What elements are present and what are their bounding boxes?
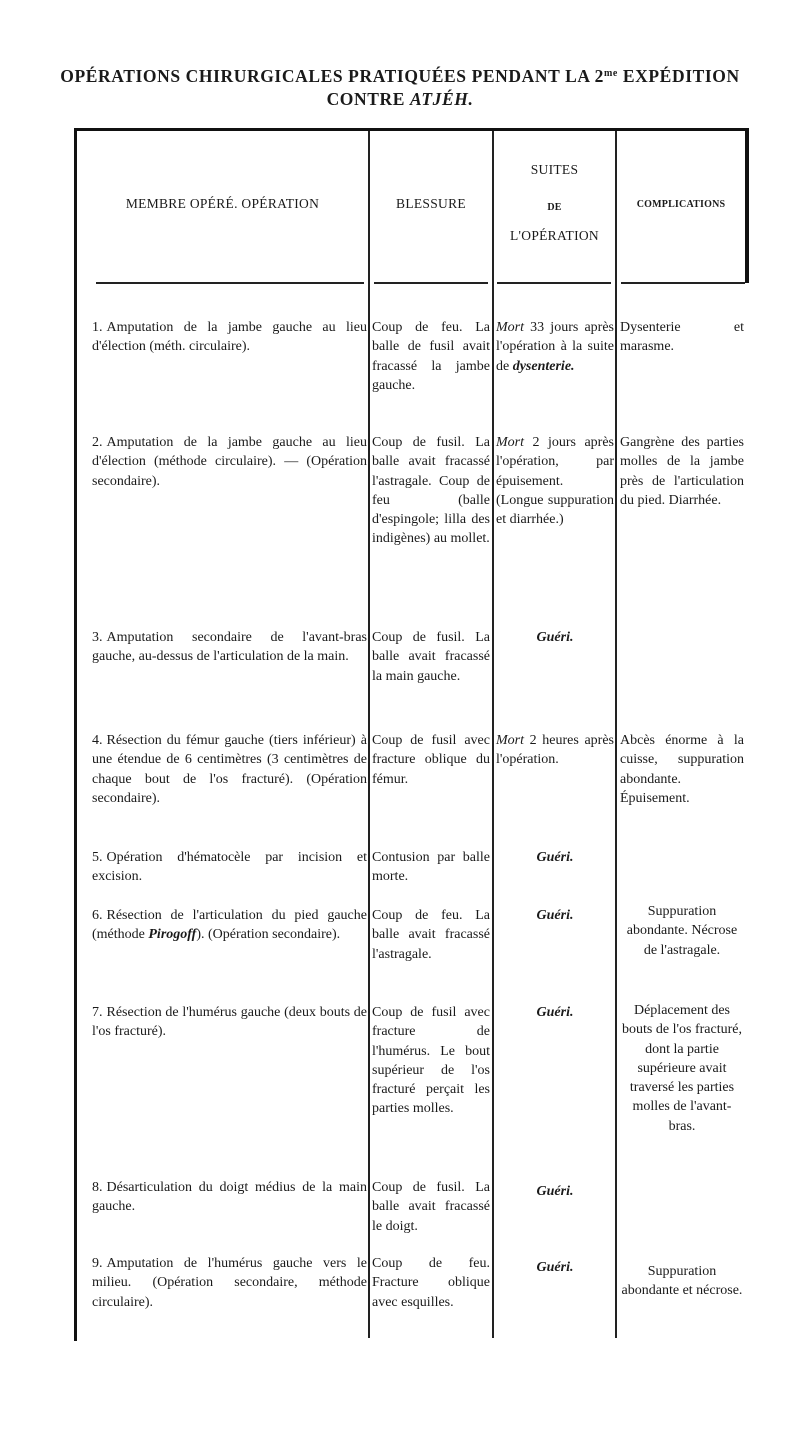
row-8-operation (92, 1178, 367, 1217)
row-4-complications: Abcès énorme à la cuisse, suppuration abondante. Épuisement. (620, 733, 744, 806)
row-4-suite (496, 731, 614, 770)
row-7-suite: Guéri. (536, 1005, 574, 1020)
title-place: ATJÉH. (410, 89, 474, 109)
row-2-complications: Gangrène des parties molles de la jambe près de l'articulation du pied. Diarrhée. (620, 435, 744, 508)
column-divider-1 (368, 131, 370, 1338)
row-5-suite: Guéri. (536, 850, 574, 865)
header-membre-opere: MEMBRE OPÉRÉ. OPÉRATION (125, 196, 320, 211)
row-5-operation (92, 848, 367, 887)
row-3-operation (92, 628, 367, 667)
row-1-suite-cause: dysenterie. (512, 358, 575, 374)
row-1-operation-text: Amputation de la jambe gauche au lieu d'élection (méth. circulaire). (92, 320, 367, 355)
row-1-suite (496, 318, 614, 376)
row-4-suite-text: 2 heures après l'opération. (496, 733, 614, 768)
title-line-1-suffix: EXPÉDITION (617, 66, 740, 86)
row-2-blessure: Coup de fusil. La balle avait fracassé l'astragale. Coup de feu (balle d'espingole; lilla des indigènes) au mollet. (372, 435, 490, 547)
header-rule-4 (621, 282, 745, 284)
row-4-number: 4. (92, 733, 103, 748)
page-title (0, 62, 800, 111)
header-rule-2 (374, 282, 488, 284)
column-divider-2 (492, 131, 494, 1338)
row-6-number: 6. (92, 908, 103, 923)
header-suites-1: SUITES (530, 162, 579, 177)
row-6-operation-text: Résection de l'articulation du pied gauche (méthode (92, 908, 367, 943)
header-complications: COMPLICATIONS (636, 199, 726, 210)
row-9-operation (92, 1254, 367, 1312)
header-blessure: BLESSURE (396, 196, 466, 211)
row-6-operation-suffix: ). (Opération secondaire). (196, 927, 341, 943)
row-7-blessure: Coup de fusil avec fracture de l'humérus. Le bout supérieur de l'os fracturé perçait les parties molles. (372, 1005, 490, 1117)
row-2-number: 2. (92, 435, 103, 450)
title-line-1 (0, 62, 800, 88)
row-4-operation (92, 731, 367, 808)
row-6-operation (92, 906, 367, 945)
row-9-suite: Guéri. (536, 1260, 574, 1275)
header-suites-3: L'OPÉRATION (510, 228, 599, 243)
column-divider-3 (615, 131, 617, 1338)
row-8-number: 8. (92, 1180, 103, 1195)
row-5-number: 5. (92, 850, 103, 865)
table-frame-right-edge (745, 128, 749, 283)
row-7-complications: Déplacement des bouts de l'os fracturé, dont la partie supérieure avait traversé les parties molles de l'avant-bras. (622, 1003, 742, 1134)
row-1-complications: Dysenterie et marasme. (620, 320, 744, 355)
title-line-1-text: OPÉRATIONS CHIRURGICALES PRATIQUÉES PENDANT LA 2 (60, 66, 604, 86)
row-9-number: 9. (92, 1256, 103, 1271)
row-2-suite-text: 2 jours après l'opération, par épuisement. (Longue suppuration et diarrhée.) (496, 435, 614, 528)
row-2-suite-mort: Mort (496, 435, 524, 450)
title-line-2 (0, 88, 800, 111)
header-suites-2: DE (547, 202, 562, 213)
row-6-suite: Guéri. (536, 908, 574, 923)
row-1-operation (92, 318, 367, 357)
row-7-number: 7. (92, 1005, 103, 1020)
row-9-complications: Suppuration abondante et nécrose. (621, 1264, 743, 1299)
row-4-blessure: Coup de fusil avec fracture oblique du fémur. (372, 733, 490, 787)
row-2-operation (92, 433, 367, 491)
row-1-suite-mort: Mort (496, 320, 524, 335)
row-5-operation-text: Opération d'hématocèle par incision et excision. (92, 850, 367, 885)
row-9-operation-text: Amputation de l'humérus gauche vers le milieu. (Opération secondaire, méthode circulaire). (92, 1256, 367, 1310)
row-6-complications: Suppuration abondante. Nécrose de l'astragale. (626, 904, 738, 958)
header-rule-3 (497, 282, 611, 284)
row-9-blessure: Coup de feu. Fracture oblique avec esquilles. (372, 1256, 490, 1310)
row-3-operation-text: Amputation secondaire de l'avant-bras gauche, au-dessus de l'articulation de la main. (92, 630, 367, 665)
row-4-operation-text: Résection du fémur gauche (tiers inférieur) à une étendue de 6 centimètres (3 centimètres de chaque bout de l'os fracturé). (Opération secondaire). (92, 733, 367, 806)
row-8-blessure: Coup de fusil. La balle avait fracassé le doigt. (372, 1180, 490, 1234)
row-8-suite: Guéri. (536, 1184, 574, 1199)
row-1-number: 1. (92, 320, 103, 335)
title-superscript: me (603, 68, 618, 79)
row-6-method-name: Pirogoff (148, 927, 197, 943)
row-5-blessure: Contusion par balle morte. (372, 850, 490, 885)
row-8-operation-text: Désarticulation du doigt médius de la main gauche. (92, 1180, 367, 1215)
row-7-operation (92, 1003, 367, 1042)
title-line-2-text: CONTRE (326, 89, 411, 109)
row-6-blessure: Coup de feu. La balle avait fracassé l'astragale. (372, 908, 490, 962)
row-3-number: 3. (92, 630, 103, 645)
row-2-suite (496, 433, 614, 529)
row-3-blessure: Coup de fusil. La balle avait fracassé la main gauche. (372, 630, 490, 684)
row-2-operation-text: Amputation de la jambe gauche au lieu d'élection (méthode circulaire). — (Opération secondaire). (92, 435, 367, 489)
row-3-suite: Guéri. (536, 630, 574, 645)
row-1-suite-text: 33 jours après l'opération à la suite de (496, 320, 614, 374)
row-4-suite-mort: Mort (496, 733, 524, 748)
row-7-operation-text: Résection de l'humérus gauche (deux bouts de l'os fracturé). (92, 1005, 367, 1040)
header-rule-1 (96, 282, 364, 284)
row-1-blessure: Coup de feu. La balle de fusil avait fracassé la jambe gauche. (372, 320, 490, 393)
